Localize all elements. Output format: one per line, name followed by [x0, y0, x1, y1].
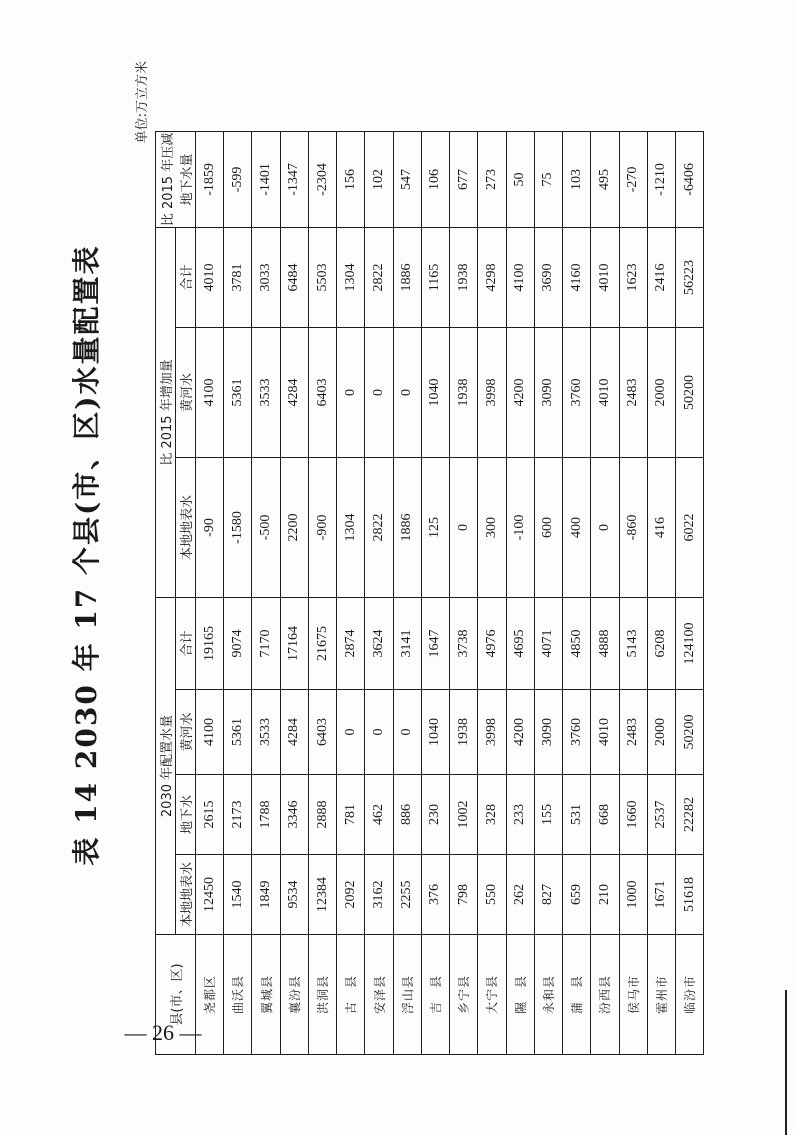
- cell-local-surface-increase: -860: [619, 457, 647, 597]
- page-title: 表 14 2030 年 17 个县(市、区)水量配置表: [70, 244, 103, 866]
- table-row: [647, 131, 675, 1054]
- cell-yellow-river-2030: 4100: [196, 690, 224, 775]
- header-yellow-river-increase: 黄河水: [176, 327, 196, 457]
- cell-yellow-river-2030: 4284: [280, 690, 308, 775]
- page-number: — 26 —: [124, 1020, 202, 1045]
- cell-reduce-groundwater: 102: [365, 131, 393, 227]
- cell-yellow-river-2030: 2000: [647, 690, 675, 775]
- cell-reduce-groundwater: 103: [563, 131, 591, 227]
- cell-yellow-river-2030: 1938: [450, 690, 478, 775]
- cell-total-2030: 2874: [337, 597, 365, 689]
- cell-yellow-river-2030: 4010: [591, 690, 619, 775]
- cell-total-increase: 4010: [591, 227, 619, 327]
- cell-groundwater-2030: 1002: [450, 775, 478, 855]
- cell-groundwater-2030: 1788: [252, 775, 280, 855]
- cell-county: 尧都区: [196, 935, 224, 1055]
- cell-local-surface-2030: 3162: [365, 855, 393, 935]
- cell-total-increase: 1165: [421, 227, 449, 327]
- cell-local-surface-increase: -1580: [224, 457, 252, 597]
- cell-yellow-river-2030: 6403: [308, 690, 336, 775]
- cell-total-2030: 21675: [308, 597, 336, 689]
- table-row: [619, 131, 647, 1054]
- cell-groundwater-2030: 230: [421, 775, 449, 855]
- rotated-content: [65, 55, 715, 1055]
- table-row: [591, 131, 619, 1054]
- unit-label: 单位:万立方米: [135, 61, 150, 144]
- cell-county: 临汾市: [675, 935, 703, 1055]
- cell-reduce-groundwater: 75: [534, 131, 562, 227]
- cell-reduce-groundwater: -2304: [308, 131, 336, 227]
- cell-groundwater-2030: 886: [393, 775, 421, 855]
- cell-yellow-river-increase: 4010: [591, 327, 619, 457]
- table-row: [450, 131, 478, 1054]
- cell-groundwater-2030: 2615: [196, 775, 224, 855]
- cell-local-surface-2030: 2092: [337, 855, 365, 935]
- cell-total-2030: 124100: [675, 597, 703, 689]
- cell-groundwater-2030: 1660: [619, 775, 647, 855]
- cell-yellow-river-increase: 6403: [308, 327, 336, 457]
- cell-yellow-river-2030: 3533: [252, 690, 280, 775]
- header-county: 县(市、区): [156, 935, 196, 1055]
- table-row: [196, 131, 224, 1054]
- header-group-2030: 2030 年配置水量: [156, 597, 176, 934]
- cell-groundwater-2030: 531: [563, 775, 591, 855]
- table-row: [252, 131, 280, 1054]
- cell-groundwater-2030: 2888: [308, 775, 336, 855]
- cell-total-increase: 1886: [393, 227, 421, 327]
- cell-total-2030: 3738: [450, 597, 478, 689]
- cell-county: 吉 县: [421, 935, 449, 1055]
- cell-yellow-river-increase: 3090: [534, 327, 562, 457]
- cell-local-surface-increase: 400: [563, 457, 591, 597]
- cell-reduce-groundwater: -1347: [280, 131, 308, 227]
- cell-local-surface-increase: 6022: [675, 457, 703, 597]
- cell-reduce-groundwater: 50: [506, 131, 534, 227]
- cell-local-surface-increase: 2200: [280, 457, 308, 597]
- page-edge-line: [785, 990, 787, 1135]
- cell-total-2030: 3624: [365, 597, 393, 689]
- cell-local-surface-increase: -900: [308, 457, 336, 597]
- cell-local-surface-2030: 51618: [675, 855, 703, 935]
- cell-reduce-groundwater: 273: [478, 131, 506, 227]
- cell-local-surface-increase: 0: [450, 457, 478, 597]
- cell-local-surface-2030: 262: [506, 855, 534, 935]
- header-total-2030: 合计: [176, 597, 196, 689]
- cell-county: 曲沃县: [224, 935, 252, 1055]
- cell-groundwater-2030: 233: [506, 775, 534, 855]
- cell-groundwater-2030: 22282: [675, 775, 703, 855]
- table-row: [478, 131, 506, 1054]
- cell-county: 安泽县: [365, 935, 393, 1055]
- cell-county: 汾西县: [591, 935, 619, 1055]
- cell-yellow-river-increase: 0: [337, 327, 365, 457]
- cell-county: 蒲 县: [563, 935, 591, 1055]
- table-row: [365, 131, 393, 1054]
- cell-total-increase: 1304: [337, 227, 365, 327]
- cell-local-surface-increase: 0: [591, 457, 619, 597]
- cell-local-surface-increase: 125: [421, 457, 449, 597]
- table-body: [196, 131, 704, 1054]
- cell-total-increase: 2822: [365, 227, 393, 327]
- cell-yellow-river-increase: 2000: [647, 327, 675, 457]
- table-row: [393, 131, 421, 1054]
- cell-total-increase: 6484: [280, 227, 308, 327]
- cell-reduce-groundwater: -6406: [675, 131, 703, 227]
- cell-total-2030: 4976: [478, 597, 506, 689]
- cell-local-surface-2030: 1540: [224, 855, 252, 935]
- cell-total-increase: 5503: [308, 227, 336, 327]
- cell-local-surface-increase: 416: [647, 457, 675, 597]
- cell-yellow-river-increase: 0: [365, 327, 393, 457]
- cell-reduce-groundwater: -1210: [647, 131, 675, 227]
- cell-local-surface-2030: 1671: [647, 855, 675, 935]
- cell-yellow-river-increase: 4200: [506, 327, 534, 457]
- table-row: [224, 131, 252, 1054]
- cell-groundwater-2030: 462: [365, 775, 393, 855]
- cell-groundwater-2030: 2537: [647, 775, 675, 855]
- table-row: [280, 131, 308, 1054]
- cell-local-surface-2030: 659: [563, 855, 591, 935]
- cell-yellow-river-2030: 5361: [224, 690, 252, 775]
- cell-groundwater-2030: 155: [534, 775, 562, 855]
- cell-county: 霍州市: [647, 935, 675, 1055]
- cell-local-surface-2030: 376: [421, 855, 449, 935]
- cell-county: 翼城县: [252, 935, 280, 1055]
- cell-yellow-river-increase: 1938: [450, 327, 478, 457]
- cell-local-surface-2030: 1000: [619, 855, 647, 935]
- cell-local-surface-increase: 1304: [337, 457, 365, 597]
- cell-local-surface-2030: 1849: [252, 855, 280, 935]
- cell-reduce-groundwater: -1859: [196, 131, 224, 227]
- cell-yellow-river-2030: 50200: [675, 690, 703, 775]
- cell-groundwater-2030: 668: [591, 775, 619, 855]
- cell-total-2030: 4850: [563, 597, 591, 689]
- cell-yellow-river-2030: 1040: [421, 690, 449, 775]
- cell-yellow-river-2030: 0: [365, 690, 393, 775]
- cell-total-2030: 4888: [591, 597, 619, 689]
- cell-groundwater-2030: 328: [478, 775, 506, 855]
- cell-yellow-river-2030: 2483: [619, 690, 647, 775]
- cell-total-2030: 9074: [224, 597, 252, 689]
- cell-reduce-groundwater: -270: [619, 131, 647, 227]
- cell-county: 永和县: [534, 935, 562, 1055]
- table-row: [563, 131, 591, 1054]
- cell-groundwater-2030: 2173: [224, 775, 252, 855]
- cell-county: 乡宁县: [450, 935, 478, 1055]
- cell-local-surface-2030: 2255: [393, 855, 421, 935]
- cell-total-2030: 1647: [421, 597, 449, 689]
- table-row: [421, 131, 449, 1054]
- cell-yellow-river-increase: 1040: [421, 327, 449, 457]
- cell-local-surface-increase: 600: [534, 457, 562, 597]
- cell-local-surface-2030: 550: [478, 855, 506, 935]
- cell-total-2030: 3141: [393, 597, 421, 689]
- cell-reduce-groundwater: 547: [393, 131, 421, 227]
- header-group-increase: 比 2015 年增加量: [156, 227, 176, 597]
- cell-local-surface-2030: 210: [591, 855, 619, 935]
- header-reduce-groundwater: 比 2015 年压减地下水量: [156, 131, 196, 227]
- table-row: [534, 131, 562, 1054]
- header-total-increase: 合计: [176, 227, 196, 327]
- table-row: [308, 131, 336, 1054]
- cell-county: 浮山县: [393, 935, 421, 1055]
- cell-yellow-river-increase: 3760: [563, 327, 591, 457]
- cell-local-surface-increase: -100: [506, 457, 534, 597]
- cell-yellow-river-increase: 4284: [280, 327, 308, 457]
- cell-local-surface-increase: 1886: [393, 457, 421, 597]
- cell-total-increase: 4100: [506, 227, 534, 327]
- cell-yellow-river-increase: 3998: [478, 327, 506, 457]
- cell-total-2030: 4695: [506, 597, 534, 689]
- cell-local-surface-increase: -500: [252, 457, 280, 597]
- cell-county: 古 县: [337, 935, 365, 1055]
- cell-total-2030: 5143: [619, 597, 647, 689]
- header-local-surface-2030: 本地地表水: [176, 855, 196, 935]
- cell-groundwater-2030: 3346: [280, 775, 308, 855]
- cell-county: 侯马市: [619, 935, 647, 1055]
- cell-total-increase: 56223: [675, 227, 703, 327]
- cell-local-surface-2030: 12384: [308, 855, 336, 935]
- header-yellow-river-2030: 黄河水: [176, 690, 196, 775]
- cell-reduce-groundwater: 677: [450, 131, 478, 227]
- header-groundwater-2030: 地下水: [176, 775, 196, 855]
- cell-reduce-groundwater: 106: [421, 131, 449, 227]
- cell-total-increase: 4298: [478, 227, 506, 327]
- cell-yellow-river-increase: 0: [393, 327, 421, 457]
- cell-yellow-river-2030: 0: [337, 690, 365, 775]
- cell-total-2030: 6208: [647, 597, 675, 689]
- cell-total-2030: 17164: [280, 597, 308, 689]
- table-row: [506, 131, 534, 1054]
- cell-yellow-river-2030: 3998: [478, 690, 506, 775]
- cell-reduce-groundwater: 156: [337, 131, 365, 227]
- cell-yellow-river-2030: 3760: [563, 690, 591, 775]
- cell-yellow-river-increase: 5361: [224, 327, 252, 457]
- cell-local-surface-2030: 798: [450, 855, 478, 935]
- cell-total-2030: 7170: [252, 597, 280, 689]
- cell-yellow-river-increase: 50200: [675, 327, 703, 457]
- cell-groundwater-2030: 781: [337, 775, 365, 855]
- cell-total-increase: 3033: [252, 227, 280, 327]
- cell-total-increase: 4010: [196, 227, 224, 327]
- header-local-surface-increase: 本地地表水: [176, 457, 196, 597]
- cell-reduce-groundwater: -1401: [252, 131, 280, 227]
- table-row-total: [675, 131, 703, 1054]
- cell-county: 洪洞县: [308, 935, 336, 1055]
- cell-reduce-groundwater: 495: [591, 131, 619, 227]
- cell-total-increase: 3781: [224, 227, 252, 327]
- cell-yellow-river-2030: 0: [393, 690, 421, 775]
- cell-total-increase: 1938: [450, 227, 478, 327]
- cell-local-surface-increase: -90: [196, 457, 224, 597]
- table-row: [337, 131, 365, 1054]
- cell-total-increase: 4160: [563, 227, 591, 327]
- cell-local-surface-increase: 300: [478, 457, 506, 597]
- cell-total-2030: 4071: [534, 597, 562, 689]
- cell-total-increase: 1623: [619, 227, 647, 327]
- cell-total-increase: 2416: [647, 227, 675, 327]
- cell-yellow-river-increase: 4100: [196, 327, 224, 457]
- cell-total-increase: 3690: [534, 227, 562, 327]
- allocation-table: [155, 131, 704, 1055]
- cell-local-surface-increase: 2822: [365, 457, 393, 597]
- cell-county: 大宁县: [478, 935, 506, 1055]
- cell-local-surface-2030: 827: [534, 855, 562, 935]
- cell-yellow-river-2030: 4200: [506, 690, 534, 775]
- cell-yellow-river-increase: 2483: [619, 327, 647, 457]
- cell-total-2030: 19165: [196, 597, 224, 689]
- cell-yellow-river-increase: 3533: [252, 327, 280, 457]
- cell-county: 襄汾县: [280, 935, 308, 1055]
- cell-yellow-river-2030: 3090: [534, 690, 562, 775]
- cell-local-surface-2030: 12450: [196, 855, 224, 935]
- cell-county: 隰 县: [506, 935, 534, 1055]
- cell-local-surface-2030: 9534: [280, 855, 308, 935]
- cell-reduce-groundwater: -599: [224, 131, 252, 227]
